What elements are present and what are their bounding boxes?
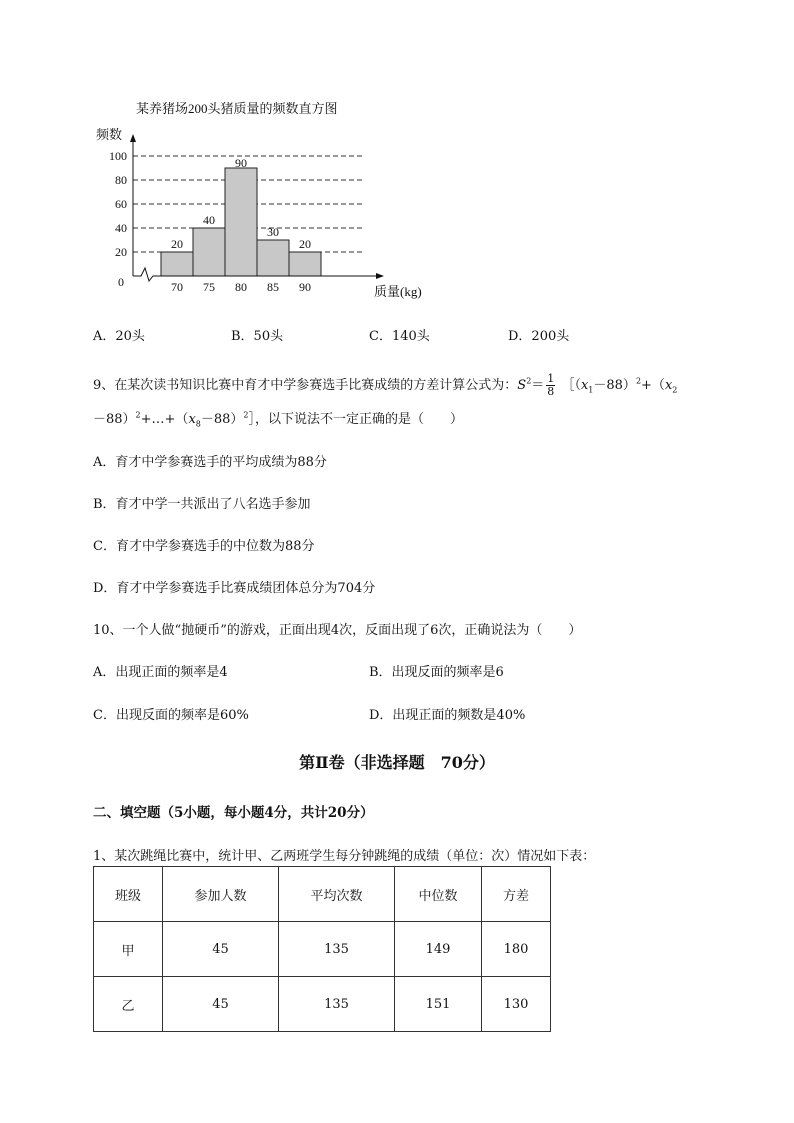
table-cell: 151: [395, 977, 482, 1032]
q9-sub2: 2: [672, 385, 678, 395]
origin-label: 0: [118, 275, 124, 289]
q10-option-a: A．出现正面的频率是4: [93, 665, 228, 680]
q9-intro: 9、在某次读书知识比赛中育才中学参赛选手比赛成绩的方差计算公式为：: [93, 378, 518, 393]
q9-plus-open: +（: [641, 378, 665, 393]
q9-frac-num: 1: [547, 372, 555, 385]
table-cell: 149: [395, 922, 482, 977]
table-header-row: [94, 867, 551, 922]
y-tick-label: 80: [115, 173, 127, 187]
table-cell: 甲: [94, 922, 163, 977]
histogram-svg: [88, 96, 448, 306]
histogram-bar: [257, 240, 289, 276]
y-tick-label: 60: [115, 197, 127, 211]
q9-stem-line2: [93, 408, 463, 429]
q8-option-a: A．20头: [93, 329, 145, 344]
x-tick-label: 70: [171, 280, 183, 294]
q9-frac-den: 8: [547, 385, 555, 398]
bar-value-label: 20: [171, 237, 183, 251]
histogram-bar: [289, 252, 321, 276]
q9-eq: ＝: [531, 378, 545, 393]
y-tick-label: 40: [115, 221, 127, 235]
table-cell: 乙: [94, 977, 163, 1032]
y-tick-label: 100: [109, 149, 127, 163]
table-header-cell: 平均次数: [279, 867, 395, 922]
q9-sq1: 2: [635, 376, 642, 386]
table-header-cell: 参加人数: [163, 867, 279, 922]
q9-ellipsis: +…+（: [140, 412, 189, 427]
table-header-cell: 方差: [482, 867, 551, 922]
q9-line2-start: －88）: [93, 412, 136, 427]
histogram-bar: [193, 228, 225, 276]
bar-value-label: 30: [267, 225, 279, 239]
table-cell: 130: [482, 977, 551, 1032]
x-axis-arrow: [376, 273, 384, 279]
q8-option-c: C．140头: [369, 329, 430, 344]
histogram-bar: [161, 252, 193, 276]
table-cell: 135: [279, 977, 395, 1032]
q9-option-d: D．育才中学参赛选手比赛成绩团体总分为704分: [93, 581, 376, 596]
q9-minus88b: －88）: [200, 412, 244, 427]
table-row: [94, 977, 551, 1032]
table-cell: 135: [279, 922, 395, 977]
q9-close: ］，以下说法不一定正确的是（ ）: [248, 412, 464, 427]
q9-option-b: B．育才中学一共派出了八名选手参加: [93, 497, 311, 512]
q10-option-d: D．出现正面的频数是40%: [369, 708, 526, 723]
q9-sub1: 1: [588, 385, 594, 395]
fill-section-title: 二、填空题（5小题，每小题4分，共计20分）: [93, 805, 374, 821]
q9-sq2: 2: [135, 410, 141, 420]
y-axis-label: 频数: [96, 127, 123, 142]
q9-s-exp: 2: [526, 376, 532, 386]
q9-minus88: －88）: [593, 378, 636, 393]
table-cell: 180: [482, 922, 551, 977]
x-axis-label: 质量(kg): [374, 284, 422, 299]
table-header-cell: 班级: [94, 867, 163, 922]
x-tick-label: 80: [235, 280, 247, 294]
x-tick-label: 75: [203, 280, 215, 294]
bar-value-label: 40: [203, 213, 215, 227]
q10-option-c: C．出现反面的频率是60%: [93, 708, 249, 723]
bar-value-label: 20: [299, 237, 311, 251]
q9-stem-line1: [93, 373, 677, 398]
q9-bracket: ［（: [561, 378, 581, 393]
q9-s: S: [517, 378, 527, 393]
scores-table: [93, 866, 551, 1032]
y-axis-arrow: [130, 134, 136, 142]
histogram-bar: [225, 168, 257, 276]
q9-x8: x: [188, 412, 196, 427]
q8-option-d: D．200头: [508, 329, 570, 344]
q8-option-b: B．50头: [231, 329, 284, 344]
y-tick-label: 20: [115, 245, 127, 259]
q9-fraction: [546, 373, 555, 398]
q9-option-c: C．育才中学参赛选手的中位数为88分: [93, 539, 315, 554]
q9-option-a: A．育才中学参赛选手的平均成绩为88分: [93, 455, 327, 470]
q9-sub8: 8: [195, 419, 201, 429]
histogram-chart: [88, 96, 448, 306]
table-cell: 45: [163, 977, 279, 1032]
table-header-cell: 中位数: [395, 867, 482, 922]
q9-sq8: 2: [243, 410, 249, 420]
part2-title: 第Ⅱ卷（非选择题 70分）: [299, 753, 495, 772]
fq1-stem: 1、某次跳绳比赛中，统计甲、乙两班学生每分钟跳绳的成绩（单位：次）情况如下表：: [93, 849, 596, 864]
q10-option-b: B．出现反面的频率是6: [369, 665, 504, 680]
bar-value-label: 90: [235, 156, 247, 170]
q10-stem: 10、一个人做“抛硬币”的游戏，正面出现4次，反面出现了6次，正确说法为（ ）: [93, 623, 582, 638]
table-row: [94, 922, 551, 977]
x-tick-label: 90: [299, 280, 311, 294]
table-cell: 45: [163, 922, 279, 977]
q9-x1: x: [580, 378, 589, 393]
chart-title: 某养猪场200头猪质量的频数直方图: [136, 101, 338, 116]
q9-x2: x: [664, 378, 673, 393]
x-tick-label: 85: [267, 280, 279, 294]
